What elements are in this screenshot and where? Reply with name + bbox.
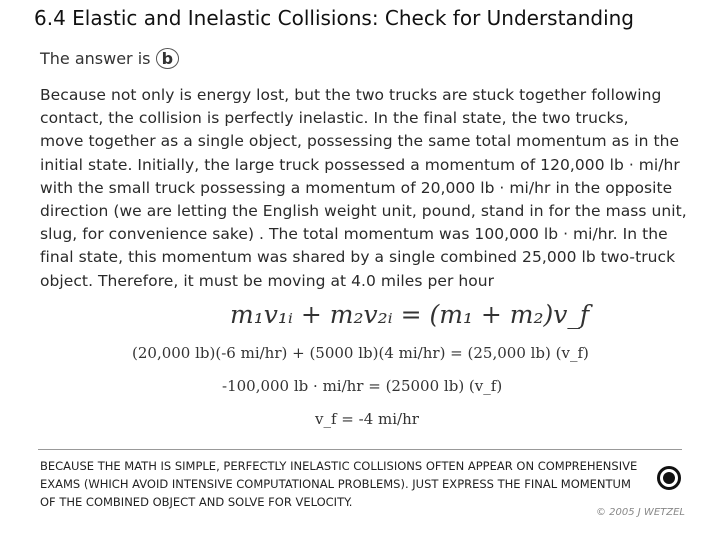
note-line: BECAUSE THE MATH IS SIMPLE, PERFECTLY INELASTIC COLLISIONS OFTEN APPEAR ON COMPREHENSIVE — [40, 459, 638, 473]
explanation-line: initial state. Initially, the large truck possessed a momentum of 120,000 lb · mi/hr — [40, 155, 680, 174]
explanation — [40, 84, 690, 293]
explanation-line: slug, for convenience sake) . The total momentum was 100,000 lb · mi/hr. In the — [40, 225, 668, 244]
result-equation: v_f = -4 mi/hr — [315, 410, 419, 428]
divider — [38, 449, 682, 450]
explanation-line: Because not only is energy lost, but the two trucks are stuck together following — [40, 86, 662, 104]
answer-choice: b — [156, 48, 179, 69]
logo-icon — [657, 466, 681, 490]
simplified-equation: -100,000 lb · mi/hr = (25000 lb) (v_f) — [222, 377, 503, 395]
explanation-line: direction (we are letting the English weight unit, pound, stand in for the mass unit, — [40, 202, 687, 221]
explanation-line: move together as a single object, possessing the same total momentum as in the — [40, 132, 680, 151]
answer-line — [40, 48, 179, 69]
slide-title: 6.4 Elastic and Inelastic Collisions: Check for Understanding — [34, 6, 634, 30]
explanation-line: final state, this momentum was shared by a single combined 25,000 lb two-truck — [40, 248, 676, 267]
explanation-line: contact, the collision is perfectly inelastic. In the final state, the two trucks, — [40, 109, 629, 128]
momentum-equation: m₁v₁ᵢ + m₂v₂ᵢ = (m₁ + m₂)v_f — [230, 300, 590, 329]
answer-prefix: The answer is — [40, 49, 151, 68]
substitution-equation: (20,000 lb)(-6 mi/hr) + (5000 lb)(4 mi/hr) = (25,000 lb) (v_f) — [132, 344, 589, 362]
note-line: EXAMS (WHICH AVOID INTENSIVE COMPUTATIONAL PROBLEMS). JUST EXPRESS THE FINAL MOMENTUM — [40, 477, 631, 491]
explanation-line: object. Therefore, it must be moving at 4.0 miles per hour — [40, 271, 495, 290]
note-line: OF THE COMBINED OBJECT AND SOLVE FOR VELOCITY. — [40, 495, 353, 509]
tip-note — [40, 457, 660, 511]
explanation-line: with the small truck possessing a momentum of 20,000 lb · mi/hr in the opposite — [40, 178, 673, 197]
copyright: © 2005 J WETZEL — [596, 507, 685, 518]
